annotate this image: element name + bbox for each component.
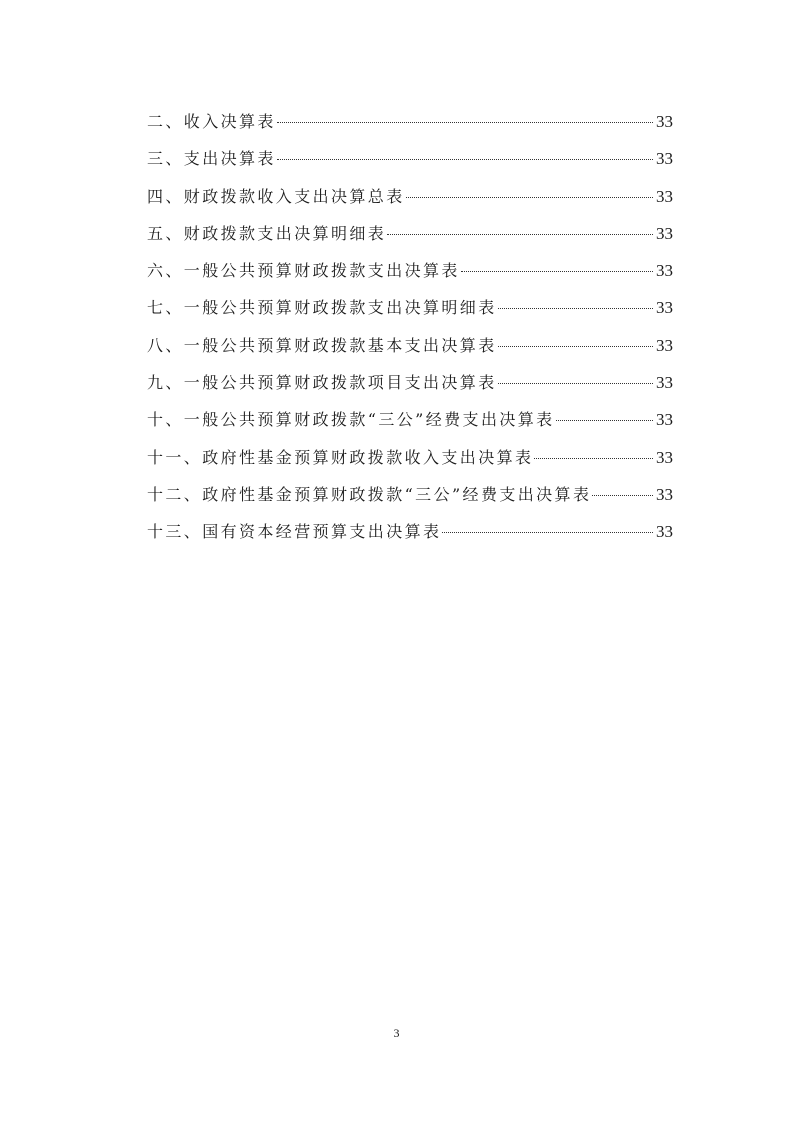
table-of-contents bbox=[147, 103, 673, 551]
toc-entry-page: 33 bbox=[656, 335, 673, 355]
toc-dot-leader bbox=[277, 122, 653, 123]
toc-entry-label: 三、支出决算表 bbox=[147, 149, 276, 169]
page-number: 3 bbox=[393, 1026, 400, 1040]
toc-dot-leader bbox=[277, 159, 653, 160]
toc-entry[interactable] bbox=[147, 289, 673, 326]
toc-dot-leader bbox=[556, 420, 653, 421]
toc-dot-leader bbox=[534, 458, 653, 459]
toc-entry-label: 四、财政拨款收入支出决算总表 bbox=[147, 186, 405, 206]
toc-entry[interactable] bbox=[147, 364, 673, 401]
toc-entry-page: 33 bbox=[656, 112, 673, 131]
toc-entry[interactable] bbox=[147, 513, 673, 550]
toc-entry-label: 九、一般公共预算财政拨款项目支出决算表 bbox=[147, 373, 497, 393]
toc-dot-leader bbox=[498, 383, 653, 384]
toc-entry-page: 33 bbox=[656, 484, 673, 504]
toc-entry-label: 十三、国有资本经营预算支出决算表 bbox=[147, 522, 442, 542]
toc-entry-label: 八、一般公共预算财政拨款基本支出决算表 bbox=[147, 335, 497, 355]
toc-entry[interactable] bbox=[147, 439, 673, 476]
toc-entry[interactable] bbox=[147, 327, 673, 364]
toc-entry-page: 33 bbox=[656, 186, 673, 206]
toc-entry[interactable] bbox=[147, 215, 673, 252]
toc-dot-leader bbox=[387, 234, 653, 235]
toc-dot-leader bbox=[442, 532, 653, 533]
toc-entry[interactable] bbox=[147, 401, 673, 438]
toc-entry-page: 33 bbox=[656, 410, 673, 430]
toc-dot-leader bbox=[498, 346, 653, 347]
toc-entry-page: 33 bbox=[656, 149, 673, 169]
toc-entry-label: 五、财政拨款支出决算明细表 bbox=[147, 223, 387, 243]
toc-entry-label: 二、收入决算表 bbox=[147, 112, 276, 131]
toc-entry-page: 33 bbox=[656, 373, 673, 393]
toc-entry-page: 33 bbox=[656, 298, 673, 318]
toc-entry[interactable] bbox=[147, 252, 673, 289]
toc-entry[interactable] bbox=[147, 178, 673, 215]
toc-dot-leader bbox=[461, 271, 653, 272]
toc-dot-leader bbox=[406, 197, 653, 198]
toc-dot-leader bbox=[498, 308, 653, 309]
toc-entry[interactable] bbox=[147, 140, 673, 177]
toc-dot-leader bbox=[592, 495, 653, 496]
toc-entry-label: 十二、政府性基金预算财政拨款“三公”经费支出决算表 bbox=[147, 484, 592, 504]
toc-entry-label: 六、一般公共预算财政拨款支出决算表 bbox=[147, 261, 460, 281]
toc-entry-label: 七、一般公共预算财政拨款支出决算明细表 bbox=[147, 298, 497, 318]
toc-entry-page: 33 bbox=[656, 522, 673, 542]
toc-entry[interactable] bbox=[147, 103, 673, 140]
toc-entry-label: 十一、政府性基金预算财政拨款收入支出决算表 bbox=[147, 447, 534, 467]
toc-entry-page: 33 bbox=[656, 447, 673, 467]
toc-entry-page: 33 bbox=[656, 261, 673, 281]
toc-entry-label: 十、一般公共预算财政拨款“三公”经费支出决算表 bbox=[147, 410, 555, 430]
toc-entry-page: 33 bbox=[656, 223, 673, 243]
toc-entry[interactable] bbox=[147, 476, 673, 513]
